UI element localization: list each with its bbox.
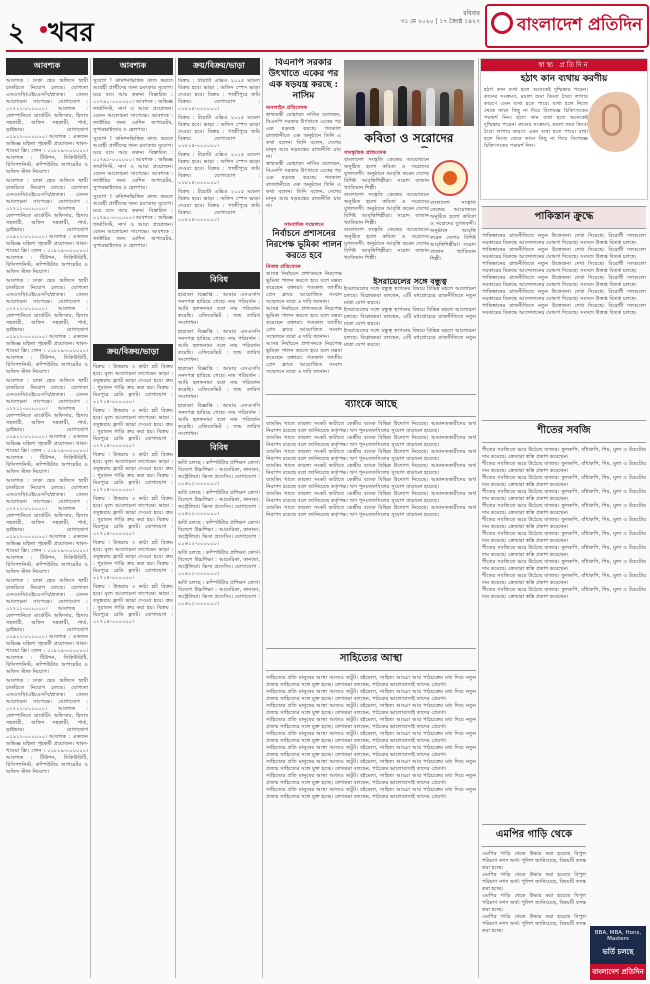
date-line: রবিবার ৩১ মে ২০২০ | ১৭ জ্যৈষ্ঠ ১৪২৭	[400, 10, 480, 25]
page-number: ২ খবর	[8, 18, 94, 48]
mp-car-story[interactable]: এমপির গাড়ি থেকে এমপির গাড়ি থেকে উদ্ধার করা হয়েছে বিপুল পরিমাণ নগদ অর্থ। পুলিশ জানিয়েছে, বিষয়টি তদন্ত করা হচ্ছে। এমপির গাড়ি থেকে উদ্ধার করা হয়েছে বিপুল পরিমাণ নগদ অর্থ। পুলিশ জানিয়েছে, বিষয়টি তদন্ত করা হচ্ছে। এমপির গাড়ি থেকে উদ্ধার করা হয়েছে বিপুল পরিমাণ নগদ অর্থ। পুলিশ জানিয়েছে, বিষয়টি তদন্ত করা হচ্ছে। এমপির গাড়ি থেকে উদ্ধার করা হয়েছে বিপুল পরিমাণ নগদ অর্থ। পুলিশ জানিয়েছে, বিষয়টি তদন্ত করা হচ্ছে।	[482, 820, 586, 980]
lead-story-2-cont: বাংলাদেশ সংস্কৃতি কেন্দ্রের আয়োজনে অনুষ্ঠিত হলো কবিতা ও সরোদের যুগলবন্দী। অনুষ্ঠানে আবৃত্তি করেন দেশের বিশিষ্ট আবৃত্তিশিল্পীরা। সরোদ বাজান খ্যাতিমান শিল্পী।	[430, 200, 476, 262]
bank-story[interactable]: ব্যাংকে আছে ব্যাংকিং খাতে তারল্য সংকট কাটাতে কেন্দ্রীয় ব্যাংক বিভিন্ন উদ্যোগ নিয়েছে। আমানতকারীদের অর্থ নিরাপদ রয়েছে বলে জানিয়েছে কর্তৃপক্ষ। ঋণ পুনঃতফসিলের সুযোগ বাড়ানো হয়েছে। ব্যাংকিং খাতে তারল্য সংকট কাটাতে কেন্দ্রীয় ব্যাংক বিভিন্ন উদ্যোগ নিয়েছে। আমানতকারীদের অর্থ নিরাপদ রয়েছে বলে জানিয়েছে কর্তৃপক্ষ। ঋণ পুনঃতফসিলের সুযোগ বাড়ানো হয়েছে। ব্যাংকিং খাতে তারল্য সংকট কাটাতে কেন্দ্রীয় ব্যাংক বিভিন্ন উদ্যোগ নিয়েছে। আমানতকারীদের অর্থ নিরাপদ রয়েছে বলে জানিয়েছে কর্তৃপক্ষ। ঋণ পুনঃতফসিলের সুযোগ বাড়ানো হয়েছে। ব্যাংকিং খাতে তারল্য সংকট কাটাতে কেন্দ্রীয় ব্যাংক বিভিন্ন উদ্যোগ নিয়েছে। আমানতকারীদের অর্থ নিরাপদ রয়েছে বলে জানিয়েছে কর্তৃপক্ষ। ঋণ পুনঃতফসিলের সুযোগ বাড়ানো হয়েছে। ব্যাংকিং খাতে তারল্য সংকট কাটাতে কেন্দ্রীয় ব্যাংক বিভিন্ন উদ্যোগ নিয়েছে। আমানতকারীদের অর্থ নিরাপদ রয়েছে বলে জানিয়েছে কর্তৃপক্ষ। ঋণ পুনঃতফসিলের সুযোগ বাড়ানো হয়েছে। ব্যাংকিং খাতে তারল্য সংকট কাটাতে কেন্দ্রীয় ব্যাংক বিভিন্ন উদ্যোগ নিয়েছে। আমানতকারীদের অর্থ নিরাপদ রয়েছে বলে জানিয়েছে কর্তৃপক্ষ। ঋণ পুনঃতফসিলের সুযোগ বাড়ানো হয়েছে। ব্যাংকিং খাতে তারল্য সংকট কাটাতে কেন্দ্রীয় ব্যাংক বিভিন্ন উদ্যোগ নিয়েছে। আমানতকারীদের অর্থ নিরাপদ রয়েছে বলে জানিয়েছে কর্তৃপক্ষ। ঋণ পুনঃতফসিলের সুযোগ বাড়ানো হয়েছে।	[266, 390, 476, 640]
ad-line-1: BBA, MBA, Hons, Masters	[594, 930, 642, 942]
israel-story[interactable]: ইসরায়েলের সঙ্গে বন্ধুত্ব ইসরায়েলের সঙ্গে বন্ধুত্ব স্থাপনের বিষয়ে বিভিন্ন মহলে আলোচনা চলছে। বিশ্লেষকরা বলছেন, এটি মধ্যপ্রাচ্যের রাজনীতিতে নতুন মাত্রা যোগ করবে। ইসরায়েলের সঙ্গে বন্ধুত্ব স্থাপনের বিষয়ে বিভিন্ন মহলে আলোচনা চলছে। বিশ্লেষকরা বলছেন, এটি মধ্যপ্রাচ্যের রাজনীতিতে নতুন মাত্রা যোগ করবে। ইসরায়েলের সঙ্গে বন্ধুত্ব স্থাপনের বিষয়ে বিভিন্ন মহলে আলোচনা চলছে। বিশ্লেষকরা বলছেন, এটি মধ্যপ্রাচ্যের রাজনীতিতে নতুন মাত্রা যোগ করবে।	[344, 276, 476, 348]
column-title: বিবিধ	[178, 272, 260, 289]
separator-dot-icon	[40, 26, 47, 33]
column-divider	[478, 58, 479, 978]
column-title: বিবিধ	[178, 440, 260, 457]
health-text: হঠাৎ কান ব্যথা হলে অনেকেই দুশ্চিন্তায় পড়েন। কানের সংক্রমণ, ময়লা জমা কিংবা ঠাণ্ডা লাগার কারণে এমন ব্যথা হতে পারে। ব্যথা হলে নিজে থেকে কানে কিছু না দিয়ে বিশেষজ্ঞ চিকিৎসকের পরামর্শ নিন। হঠাৎ কান ব্যথা হলে অনেকেই দুশ্চিন্তায় পড়েন। কানের সংক্রমণ, ময়লা জমা কিংবা ঠাণ্ডা লাগার কারণে এমন ব্যথা হতে পারে। ব্যথা হলে নিজে থেকে কানে কিছু না দিয়ে বিশেষজ্ঞ চিকিৎসকের পরামর্শ নিন।	[484, 87, 588, 149]
classified-text: ভর্তি চলছে : কম্পিউটার প্রশিক্ষণ কোর্স। বিদেশে উচ্চশিক্ষা : আমেরিকা, কানাডা, অস্ট্রেলিয়া। ভিসা প্রসেসিং। যোগাযোগ : ০১৬১২-০০০০০০। ভর্তি চলছে : কম্পিউটার প্রশিক্ষণ কোর্স। বিদেশে উচ্চশিক্ষা : আমেরিকা, কানাডা, অস্ট্রেলিয়া। ভিসা প্রসেসিং। যোগাযোগ : ০১৬১২-০০০০০০। ভর্তি চলছে : কম্পিউটার প্রশিক্ষণ কোর্স। বিদেশে উচ্চশিক্ষা : আমেরিকা, কানাডা, অস্ট্রেলিয়া। ভিসা প্রসেসিং। যোগাযোগ : ০১৬১২-০০০০০০। ভর্তি চলছে : কম্পিউটার প্রশিক্ষণ কোর্স। বিদেশে উচ্চশিক্ষা : আমেরিকা, কানাডা, অস্ট্রেলিয়া। ভিসা প্রসেসিং। যোগাযোগ : ০১৬১২-০০০০০০। ভর্তি চলছে : কম্পিউটার প্রশিক্ষণ কোর্স। বিদেশে উচ্চশিক্ষা : আমেরিকা, কানাডা, অস্ট্রেলিয়া। ভিসা প্রসেসিং। যোগাযোগ : ০১৬১২-০০০০০০।	[178, 460, 260, 607]
column-divider	[175, 58, 176, 978]
health-section-bar: স্বাস্থ্য প্রতিদিন	[481, 59, 647, 71]
masthead-title: বাংলাদেশ প্রতিদিন	[517, 15, 643, 35]
column-title: ক্রয়/বিক্রয়/ভাড়া	[93, 344, 173, 361]
classified-text: আবশ্যক : ঢাকা হেড অফিসে স্থায়ী চাকরিতে নিয়োগ চলছে। যোগ্যতা এসএসসি/এইচএসসি/স্নাতক। বেতন আলোচনা সাপেক্ষে। যোগাযোগ : ০১৭১১-০০০০০০। আবশ্যক : কোম্পানিতে মার্কেটিং অফিসার, হিসাব সহকারী, অফিস সহকারী, গার্ড, ড্রাইভার। যোগাযোগ ০১৯১১-০০০০০০। আবশ্যক : একজন অভিজ্ঞ মহিলা গৃহকর্মী প্রয়োজন। থাকা-খাওয়া ফ্রি। ফোন : ০১৮১৯-০০০০০০। আবশ্যক : টিউশন, সিকিউরিটি, রিসিপশনিস্ট, কম্পিউটার অপারেটর ও অফিস স্টাফ নিয়োগ। আবশ্যক : ঢাকা হেড অফিসে স্থায়ী চাকরিতে নিয়োগ চলছে। যোগ্যতা এসএসসি/এইচএসসি/স্নাতক। বেতন আলোচনা সাপেক্ষে। যোগাযোগ : ০১৭১১-০০০০০০। আবশ্যক : কোম্পানিতে মার্কেটিং অফিসার, হিসাব সহকারী, অফিস সহকারী, গার্ড, ড্রাইভার। যোগাযোগ ০১৯১১-০০০০০০। আবশ্যক : একজন অভিজ্ঞ মহিলা গৃহকর্মী প্রয়োজন। থাকা-খাওয়া ফ্রি। ফোন : ০১৮১৯-০০০০০০। আবশ্যক : টিউশন, সিকিউরিটি, রিসিপশনিস্ট, কম্পিউটার অপারেটর ও অফিস স্টাফ নিয়োগ। আবশ্যক : ঢাকা হেড অফিসে স্থায়ী চাকরিতে নিয়োগ চলছে। যোগ্যতা এসএসসি/এইচএসসি/স্নাতক। বেতন আলোচনা সাপেক্ষে। যোগাযোগ : ০১৭১১-০০০০০০। আবশ্যক : কোম্পানিতে মার্কেটিং অফিসার, হিসাব সহকারী, অফিস সহকারী, গার্ড, ড্রাইভার। যোগাযোগ ০১৯১১-০০০০০০। আবশ্যক : একজন অভিজ্ঞ মহিলা গৃহকর্মী প্রয়োজন। থাকা-খাওয়া ফ্রি। ফোন : ০১৮১৯-০০০০০০। আবশ্যক : টিউশন, সিকিউরিটি, রিসিপশনিস্ট, কম্পিউটার অপারেটর ও অফিস স্টাফ নিয়োগ। আবশ্যক : ঢাকা হেড অফিসে স্থায়ী চাকরিতে নিয়োগ চলছে। যোগ্যতা এসএসসি/এইচএসসি/স্নাতক। বেতন আলোচনা সাপেক্ষে। যোগাযোগ : ০১৭১১-০০০০০০। আবশ্যক : কোম্পানিতে মার্কেটিং অফিসার, হিসাব সহকারী, অফিস সহকারী, গার্ড, ড্রাইভার। যোগাযোগ ০১৯১১-০০০০০০। আবশ্যক : একজন অভিজ্ঞ মহিলা গৃহকর্মী প্রয়োজন। থাকা-খাওয়া ফ্রি। ফোন : ০১৮১৯-০০০০০০। আবশ্যক : টিউশন, সিকিউরিটি, রিসিপশনিস্ট, কম্পিউটার অপারেটর ও অফিস স্টাফ নিয়োগ। আবশ্যক : ঢাকা হেড অফিসে স্থায়ী চাকরিতে নিয়োগ চলছে। যোগ্যতা এসএসসি/এইচএসসি/স্নাতক। বেতন আলোচনা সাপেক্ষে। যোগাযোগ : ০১৭১১-০০০০০০। আবশ্যক : কোম্পানিতে মার্কেটিং অফিসার, হিসাব সহকারী, অফিস সহকারী, গার্ড, ড্রাইভার। যোগাযোগ ০১৯১১-০০০০০০। আবশ্যক : একজন অভিজ্ঞ মহিলা গৃহকর্মী প্রয়োজন। থাকা-খাওয়া ফ্রি। ফোন : ০১৮১৯-০০০০০০। আবশ্যক : টিউশন, সিকিউরিটি, রিসিপশনিস্ট, কম্পিউটার অপারেটর ও অফিস স্টাফ নিয়োগ। আবশ্যক : ঢাকা হেড অফিসে স্থায়ী চাকরিতে নিয়োগ চলছে। যোগ্যতা এসএসসি/এইচএসসি/স্নাতক। বেতন আলোচনা সাপেক্ষে। যোগাযোগ : ০১৭১১-০০০০০০। আবশ্যক : কোম্পানিতে মার্কেটিং অফিসার, হিসাব সহকারী, অফিস সহকারী, গার্ড, ড্রাইভার। যোগাযোগ ০১৯১১-০০০০০০। আবশ্যক : একজন অভিজ্ঞ মহিলা গৃহকর্মী প্রয়োজন। থাকা-খাওয়া ফ্রি। ফোন : ০১৮১৯-০০০০০০। আবশ্যক : টিউশন, সিকিউরিটি, রিসিপশনিস্ট, কম্পিউটার অপারেটর ও অফিস স্টাফ নিয়োগ। আবশ্যক : ঢাকা হেড অফিসে স্থায়ী চাকরিতে নিয়োগ চলছে। যোগ্যতা এসএসসি/এইচএসসি/স্নাতক। বেতন আলোচনা সাপেক্ষে। যোগাযোগ : ০১৭১১-০০০০০০। আবশ্যক : কোম্পানিতে মার্কেটিং অফিসার, হিসাব সহকারী, অফিস সহকারী, গার্ড, ড্রাইভার। যোগাযোগ ০১৯১১-০০০০০০। আবশ্যক : একজন অভিজ্ঞ মহিলা গৃহকর্মী প্রয়োজন। থাকা-খাওয়া ফ্রি। ফোন : ০১৮১৯-০০০০০০। আবশ্যক : টিউশন, সিকিউরিটি, রিসিপশনিস্ট, কম্পিউটার অপারেটর ও অফিস স্টাফ নিয়োগ।	[6, 78, 88, 775]
column-title: ক্রয়/বিক্রয়/ভাড়া	[178, 58, 260, 75]
classified-text: বিক্রয় : উত্তরায় ৩ কাঠা প্লট বিক্রয় হবে। মূল্য আলোচনা সাপেক্ষে। ভাড়া : বসুন্ধরায় ফ্ল্যাট ভাড়া দেওয়া হবে। ক্রয় : পুরাতন গাড়ি ক্রয় করা হয়। বিক্রয় : মিরপুরে রেডি ফ্ল্যাট। যোগাযোগ : ০১৭১৫-০০০০০০। বিক্রয় : উত্তরায় ৩ কাঠা প্লট বিক্রয় হবে। মূল্য আলোচনা সাপেক্ষে। ভাড়া : বসুন্ধরায় ফ্ল্যাট ভাড়া দেওয়া হবে। ক্রয় : পুরাতন গাড়ি ক্রয় করা হয়। বিক্রয় : মিরপুরে রেডি ফ্ল্যাট। যোগাযোগ : ০১৭১৫-০০০০০০। বিক্রয় : উত্তরায় ৩ কাঠা প্লট বিক্রয় হবে। মূল্য আলোচনা সাপেক্ষে। ভাড়া : বসুন্ধরায় ফ্ল্যাট ভাড়া দেওয়া হবে। ক্রয় : পুরাতন গাড়ি ক্রয় করা হয়। বিক্রয় : মিরপুরে রেডি ফ্ল্যাট। যোগাযোগ : ০১৭১৫-০০০০০০। বিক্রয় : উত্তরায় ৩ কাঠা প্লট বিক্রয় হবে। মূল্য আলোচনা সাপেক্ষে। ভাড়া : বসুন্ধরায় ফ্ল্যাট ভাড়া দেওয়া হবে। ক্রয় : পুরাতন গাড়ি ক্রয় করা হয়। বিক্রয় : মিরপুরে রেডি ফ্ল্যাট। যোগাযোগ : ০১৭১৫-০০০০০০। বিক্রয় : উত্তরায় ৩ কাঠা প্লট বিক্রয় হবে। মূল্য আলোচনা সাপেক্ষে। ভাড়া : বসুন্ধরায় ফ্ল্যাট ভাড়া দেওয়া হবে। ক্রয় : পুরাতন গাড়ি ক্রয় করা হয়। বিক্রয় : মিরপুরে রেডি ফ্ল্যাট। যোগাযোগ : ০১৭১৫-০০০০০০। বিক্রয় : উত্তরায় ৩ কাঠা প্লট বিক্রয় হবে। মূল্য আলোচনা সাপেক্ষে। ভাড়া : বসুন্ধরায় ফ্ল্যাট ভাড়া দেওয়া হবে। ক্রয় : পুরাতন গাড়ি ক্রয় করা হয়। বিক্রয় : মিরপুরে রেডি ফ্ল্যাট। যোগাযোগ : ০১৭১৫-০০০০০০।	[93, 364, 173, 625]
lead-story-1[interactable]: বিএনপি সরকার উৎখাতে একের পর এক ষড়যন্ত্র করছে : নাসিম অনলাইন প্রতিবেদক স্বাস্থ্যমন্ত্রী মোহাম্মদ নাসিম বলেছেন, বিএনপি সরকার উৎখাতে একের পর এক ষড়যন্ত্র করছে। গতকাল রাজধানীতে এক অনুষ্ঠানে তিনি এ কথা বলেন। তিনি বলেন, দেশের মানুষ আর ষড়যন্ত্রের রাজনীতি চায় না। স্বাস্থ্যমন্ত্রী মোহাম্মদ নাসিম বলেছেন, বিএনপি সরকার উৎখাতে একের পর এক ষড়যন্ত্র করছে। গতকাল রাজধানীতে এক অনুষ্ঠানে তিনি এ কথা বলেন। তিনি বলেন, দেশের মানুষ আর ষড়যন্ত্রের রাজনীতি চায় না।	[266, 58, 341, 209]
sahitya-story[interactable]: সাহিত্যের আস্থা সাহিত্যের প্রতি মানুষের আস্থা আজও অটুট। বইমেলা, সাহিত্য আড্ডা আর পাঠচক্রের মধ্য দিয়ে নতুন প্রজন্ম সাহিত্যের সঙ্গে যুক্ত হচ্ছে। লেখকরা বলছেন, পাঠকের ভালোবাসাই তাদের প্রেরণা। সাহিত্যের প্রতি মানুষের আস্থা আজও অটুট। বইমেলা, সাহিত্য আড্ডা আর পাঠচক্রের মধ্য দিয়ে নতুন প্রজন্ম সাহিত্যের সঙ্গে যুক্ত হচ্ছে। লেখকরা বলছেন, পাঠকের ভালোবাসাই তাদের প্রেরণা। সাহিত্যের প্রতি মানুষের আস্থা আজও অটুট। বইমেলা, সাহিত্য আড্ডা আর পাঠচক্রের মধ্য দিয়ে নতুন প্রজন্ম সাহিত্যের সঙ্গে যুক্ত হচ্ছে। লেখকরা বলছেন, পাঠকের ভালোবাসাই তাদের প্রেরণা। সাহিত্যের প্রতি মানুষের আস্থা আজও অটুট। বইমেলা, সাহিত্য আড্ডা আর পাঠচক্রের মধ্য দিয়ে নতুন প্রজন্ম সাহিত্যের সঙ্গে যুক্ত হচ্ছে। লেখকরা বলছেন, পাঠকের ভালোবাসাই তাদের প্রেরণা। সাহিত্যের প্রতি মানুষের আস্থা আজও অটুট। বইমেলা, সাহিত্য আড্ডা আর পাঠচক্রের মধ্য দিয়ে নতুন প্রজন্ম সাহিত্যের সঙ্গে যুক্ত হচ্ছে। লেখকরা বলছেন, পাঠকের ভালোবাসাই তাদের প্রেরণা। সাহিত্যের প্রতি মানুষের আস্থা আজও অটুট। বইমেলা, সাহিত্য আড্ডা আর পাঠচক্রের মধ্য দিয়ে নতুন প্রজন্ম সাহিত্যের সঙ্গে যুক্ত হচ্ছে। লেখকরা বলছেন, পাঠকের ভালোবাসাই তাদের প্রেরণা। সাহিত্যের প্রতি মানুষের আস্থা আজও অটুট। বইমেলা, সাহিত্য আড্ডা আর পাঠচক্রের মধ্য দিয়ে নতুন প্রজন্ম সাহিত্যের সঙ্গে যুক্ত হচ্ছে। লেখকরা বলছেন, পাঠকের ভালোবাসাই তাদের প্রেরণা। সাহিত্যের প্রতি মানুষের আস্থা আজও অটুট। বইমেলা, সাহিত্য আড্ডা আর পাঠচক্রের মধ্য দিয়ে নতুন প্রজন্ম সাহিত্যের সঙ্গে যুক্ত হচ্ছে। লেখকরা বলছেন, পাঠকের ভালোবাসাই তাদের প্রেরণা। সাহিত্যের প্রতি মানুষের আস্থা আজও অটুট। বইমেলা, সাহিত্য আড্ডা আর পাঠচক্রের মধ্য দিয়ে নতুন প্রজন্ম সাহিত্যের সঙ্গে যুক্ত হচ্ছে। লেখকরা বলছেন, পাঠকের ভালোবাসাই তাদের প্রেরণা।	[266, 644, 476, 980]
pakistan-story[interactable]: পাকিস্তান ক্রুদ্ধে পাকিস্তানের রাজনীতিতে নতুন উত্তেজনা দেখা দিয়েছে। বিরোধী দলগুলো সরকারের বিরুদ্ধে আন্দোলনের ঘোষণা দিয়েছে। সংসদে উত্তপ্ত বিতর্ক চলছে। পাকিস্তানের রাজনীতিতে নতুন উত্তেজনা দেখা দিয়েছে। বিরোধী দলগুলো সরকারের বিরুদ্ধে আন্দোলনের ঘোষণা দিয়েছে। সংসদে উত্তপ্ত বিতর্ক চলছে। পাকিস্তানের রাজনীতিতে নতুন উত্তেজনা দেখা দিয়েছে। বিরোধী দলগুলো সরকারের বিরুদ্ধে আন্দোলনের ঘোষণা দিয়েছে। সংসদে উত্তপ্ত বিতর্ক চলছে। পাকিস্তানের রাজনীতিতে নতুন উত্তেজনা দেখা দিয়েছে। বিরোধী দলগুলো সরকারের বিরুদ্ধে আন্দোলনের ঘোষণা দিয়েছে। সংসদে উত্তপ্ত বিতর্ক চলছে। পাকিস্তানের রাজনীতিতে নতুন উত্তেজনা দেখা দিয়েছে। বিরোধী দলগুলো সরকারের বিরুদ্ধে আন্দোলনের ঘোষণা দিয়েছে। সংসদে উত্তপ্ত বিতর্ক চলছে। পাকিস্তানের রাজনীতিতে নতুন উত্তেজনা দেখা দিয়েছে। বিরোধী দলগুলো সরকারের বিরুদ্ধে আন্দোলনের ঘোষণা দিয়েছে। সংসদে উত্তপ্ত বিতর্ক চলছে।	[482, 202, 646, 412]
page-header	[0, 0, 650, 56]
classified-text: হারানো বিজ্ঞপ্তি : আমার এসএসসি সনদপত্র হারিয়ে গেছে। নাম পরিবর্তন : আমি হলফনামা বলে নাম পরিবর্তন করেছি। এফিডেভিট : জন্ম তারিখ সংশোধন। হারানো বিজ্ঞপ্তি : আমার এসএসসি সনদপত্র হারিয়ে গেছে। নাম পরিবর্তন : আমি হলফনামা বলে নাম পরিবর্তন করেছি। এফিডেভিট : জন্ম তারিখ সংশোধন। হারানো বিজ্ঞপ্তি : আমার এসএসসি সনদপত্র হারিয়ে গেছে। নাম পরিবর্তন : আমি হলফনামা বলে নাম পরিবর্তন করেছি। এফিডেভিট : জন্ম তারিখ সংশোধন। হারানো বিজ্ঞপ্তি : আমার এসএসসি সনদপত্র হারিয়ে গেছে। নাম পরিবর্তন : আমি হলফনামা বলে নাম পরিবর্তন করেছি। এফিডেভিট : জন্ম তারিখ সংশোধন।	[178, 292, 260, 437]
classified-column-1	[6, 58, 88, 978]
admission-ad[interactable]	[590, 926, 646, 980]
column-title: আবশ্যক	[6, 58, 88, 75]
ad-line-2: ভর্তি চলছে	[602, 948, 634, 956]
mid-story[interactable]: সাংবাদিক সম্মেলনে নির্বাচনে প্রশাসনের নিরপেক্ষ ভূমিকা পালন করতে হবে নিজস্ব প্রতিবেদক আসন্ন নির্বাচনে প্রশাসনকে নিরপেক্ষ ভূমিকা পালন করতে হবে বলে মন্তব্য করেছেন বক্তারা। গতকাল জাতীয় প্রেস ক্লাবে আয়োজিত সংবাদ সম্মেলনে তারা এ দাবি জানান। আসন্ন নির্বাচনে প্রশাসনকে নিরপেক্ষ ভূমিকা পালন করতে হবে বলে মন্তব্য করেছেন বক্তারা। গতকাল জাতীয় প্রেস ক্লাবে আয়োজিত সংবাদ সম্মেলনে তারা এ দাবি জানান। আসন্ন নির্বাচনে প্রশাসনকে নিরপেক্ষ ভূমিকা পালন করতে হবে বলে মন্তব্য করেছেন বক্তারা। গতকাল জাতীয় প্রেস ক্লাবে আয়োজিত সংবাদ সম্মেলনে তারা এ দাবি জানান।	[266, 222, 342, 375]
header-rule	[6, 50, 644, 52]
classified-text: বিক্রয় : টয়োটা এক্সিও ২০১৫ মডেল বিক্রয় হবে। ভাড়া : অফিস স্পেস ভাড়া দেওয়া হবে। বিক্রয় : গাজীপুরে জমি বিক্রয়। যোগাযোগ : ০১৮১৫-০০০০০০। বিক্রয় : টয়োটা এক্সিও ২০১৫ মডেল বিক্রয় হবে। ভাড়া : অফিস স্পেস ভাড়া দেওয়া হবে। বিক্রয় : গাজীপুরে জমি বিক্রয়। যোগাযোগ : ০১৮১৫-০০০০০০। বিক্রয় : টয়োটা এক্সিও ২০১৫ মডেল বিক্রয় হবে। ভাড়া : অফিস স্পেস ভাড়া দেওয়া হবে। বিক্রয় : গাজীপুরে জমি বিক্রয়। যোগাযোগ : ০১৮১৫-০০০০০০। বিক্রয় : টয়োটা এক্সিও ২০১৫ মডেল বিক্রয় হবে। ভাড়া : অফিস স্পেস ভাড়া দেওয়া হবে। বিক্রয় : গাজীপুরে জমি বিক্রয়। যোগাযোগ : ০১৮১৫-০০০০০০।	[178, 78, 260, 223]
classified-column-3b	[178, 440, 260, 980]
ad-brand: বাংলাদেশ প্রতিদিন	[590, 964, 646, 980]
column-title: আবশ্যক	[93, 58, 173, 75]
culture-logo-icon	[432, 160, 468, 196]
masthead-ring-icon	[491, 12, 513, 34]
masthead-logo[interactable]	[485, 4, 649, 48]
classified-column-2	[93, 58, 173, 978]
ear-photo	[588, 92, 640, 152]
event-photo	[344, 60, 474, 126]
lead-story-2: সাংস্কৃতিক প্রতিবেদক বাংলাদেশ সংস্কৃতি কেন্দ্রের আয়োজনে অনুষ্ঠিত হলো কবিতা ও সরোদের যুগলবন্দী। অনুষ্ঠানে আবৃত্তি করেন দেশের বিশিষ্ট আবৃত্তিশিল্পীরা। সরোদ বাজান খ্যাতিমান শিল্পী। বাংলাদেশ সংস্কৃতি কেন্দ্রের আয়োজনে অনুষ্ঠিত হলো কবিতা ও সরোদের যুগলবন্দী। অনুষ্ঠানে আবৃত্তি করেন দেশের বিশিষ্ট আবৃত্তিশিল্পীরা। সরোদ বাজান খ্যাতিমান শিল্পী। বাংলাদেশ সংস্কৃতি কেন্দ্রের আয়োজনে অনুষ্ঠিত হলো কবিতা ও সরোদের যুগলবন্দী। অনুষ্ঠানে আবৃত্তি করেন দেশের বিশিষ্ট আবৃত্তিশিল্পীরা। সরোদ বাজান খ্যাতিমান শিল্পী।	[344, 150, 429, 261]
classified-text: সুযোগ ! কমিশনভিত্তিক কাজ করতে আগ্রহী প্রার্থীদের জন্য চমৎকার সুযোগ। ঘরে বসে আয় করুন। বিস্তারিত : ০১৭৯১-০০০০০০। আবশ্যক : অভিজ্ঞ ফার্মাসিস্ট, নার্স ও আয়া প্রয়োজন। বেতন আলোচনা সাপেক্ষে। আবশ্যক : ফ্যাক্টরির জন্য মেশিন অপারেটর, সুপারভাইজার ও হেলপার। সুযোগ ! কমিশনভিত্তিক কাজ করতে আগ্রহী প্রার্থীদের জন্য চমৎকার সুযোগ। ঘরে বসে আয় করুন। বিস্তারিত : ০১৭৯১-০০০০০০। আবশ্যক : অভিজ্ঞ ফার্মাসিস্ট, নার্স ও আয়া প্রয়োজন। বেতন আলোচনা সাপেক্ষে। আবশ্যক : ফ্যাক্টরির জন্য মেশিন অপারেটর, সুপারভাইজার ও হেলপার। সুযোগ ! কমিশনভিত্তিক কাজ করতে আগ্রহী প্রার্থীদের জন্য চমৎকার সুযোগ। ঘরে বসে আয় করুন। বিস্তারিত : ০১৭৯১-০০০০০০। আবশ্যক : অভিজ্ঞ ফার্মাসিস্ট, নার্স ও আয়া প্রয়োজন। বেতন আলোচনা সাপেক্ষে। আবশ্যক : ফ্যাক্টরির জন্য মেশিন অপারেটর, সুপারভাইজার ও হেলপার।	[93, 78, 173, 249]
column-divider	[90, 58, 91, 978]
winter-veg-story[interactable]: শীতের সবজি শীতের সবজিতে ভরে উঠেছে বাজার। ফুলকপি, বাঁধাকপি, শিম, মুলা ও টমেটোর দাম কমেছে। ক্রেতারা স্বস্তি প্রকাশ করেছেন। শীতের সবজিতে ভরে উঠেছে বাজার। ফুলকপি, বাঁধাকপি, শিম, মুলা ও টমেটোর দাম কমেছে। ক্রেতারা স্বস্তি প্রকাশ করেছেন। শীতের সবজিতে ভরে উঠেছে বাজার। ফুলকপি, বাঁধাকপি, শিম, মুলা ও টমেটোর দাম কমেছে। ক্রেতারা স্বস্তি প্রকাশ করেছেন। শীতের সবজিতে ভরে উঠেছে বাজার। ফুলকপি, বাঁধাকপি, শিম, মুলা ও টমেটোর দাম কমেছে। ক্রেতারা স্বস্তি প্রকাশ করেছেন। শীতের সবজিতে ভরে উঠেছে বাজার। ফুলকপি, বাঁধাকপি, শিম, মুলা ও টমেটোর দাম কমেছে। ক্রেতারা স্বস্তি প্রকাশ করেছেন। শীতের সবজিতে ভরে উঠেছে বাজার। ফুলকপি, বাঁধাকপি, শিম, মুলা ও টমেটোর দাম কমেছে। ক্রেতারা স্বস্তি প্রকাশ করেছেন। শীতের সবজিতে ভরে উঠেছে বাজার। ফুলকপি, বাঁধাকপি, শিম, মুলা ও টমেটোর দাম কমেছে। ক্রেতারা স্বস্তি প্রকাশ করেছেন। শীতের সবজিতে ভরে উঠেছে বাজার। ফুলকপি, বাঁধাকপি, শিম, মুলা ও টমেটোর দাম কমেছে। ক্রেতারা স্বস্তি প্রকাশ করেছেন। শীতের সবজিতে ভরে উঠেছে বাজার। ফুলকপি, বাঁধাকপি, শিম, মুলা ও টমেটোর দাম কমেছে। ক্রেতারা স্বস্তি প্রকাশ করেছেন। শীতের সবজিতে ভরে উঠেছে বাজার। ফুলকপি, বাঁধাকপি, শিম, মুলা ও টমেটোর দাম কমেছে। ক্রেতারা স্বস্তি প্রকাশ করেছেন। শীতের সবজিতে ভরে উঠেছে বাজার। ফুলকপি, বাঁধাকপি, শিম, মুলা ও টমেটোর দাম কমেছে। ক্রেতারা স্বস্তি প্রকাশ করেছেন।	[482, 416, 646, 816]
health-headline: হঠাৎ কান ব্যথায় করণীয়	[520, 74, 608, 84]
lead-story-2-headline[interactable]: কবিতা ও সরোদের	[364, 131, 454, 145]
column-divider	[262, 58, 263, 978]
